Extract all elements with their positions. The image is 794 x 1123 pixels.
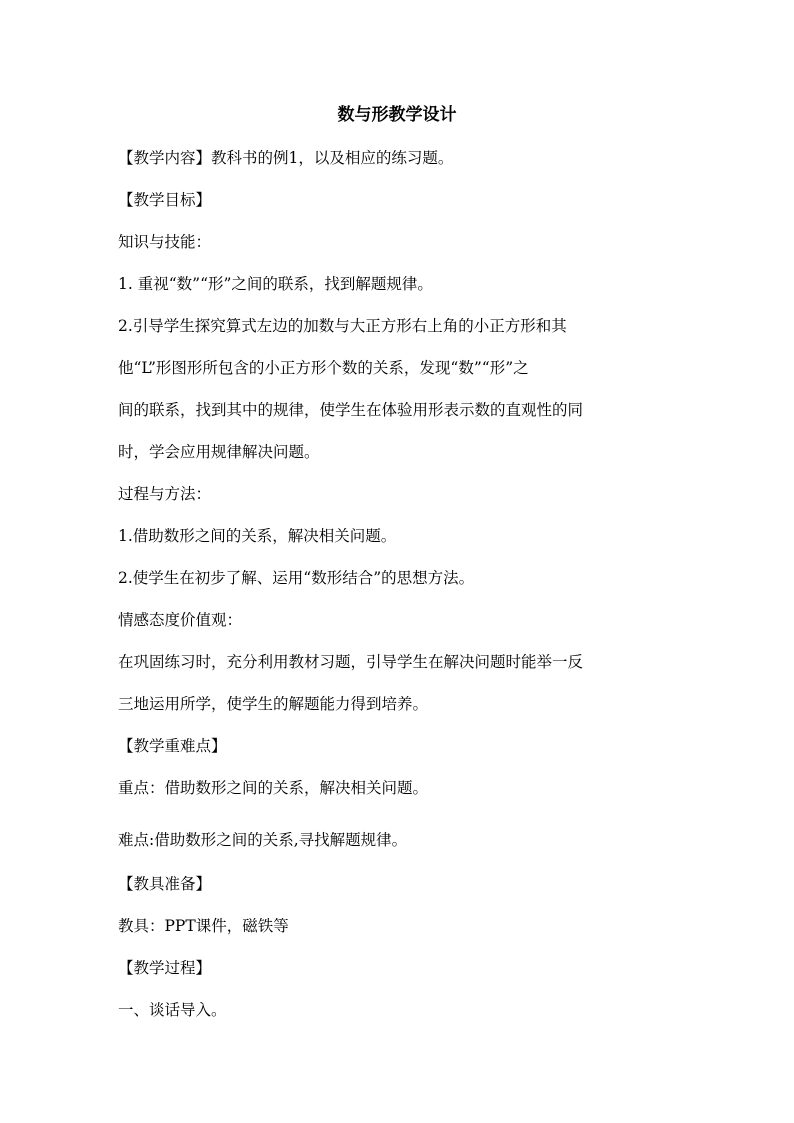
intro-step-line: 一、谈话导入。	[118, 1001, 227, 1019]
goal-item-2-line-1: 2.引导学生探究算式左边的加数与大正方形右上角的小正方形和其	[118, 317, 567, 335]
attitude-text-line-2: 三地运用所学，使学生的解题能力得到培养。	[118, 695, 429, 713]
teaching-content-line: 【教学内容】教科书的例1，以及相应的练习题。	[118, 149, 454, 167]
process-methods-heading: 过程与方法：	[118, 485, 212, 503]
goal-item-1: 1. 重视“数”“形”之间的联系，找到解题规律。	[118, 275, 433, 293]
key-point-line: 重点：借助数形之间的关系，解决相关问题。	[118, 779, 429, 797]
teaching-process-heading: 【教学过程】	[118, 959, 212, 977]
attitude-text-line-1: 在巩固练习时，充分利用教材习题，引导学生在解决问题时能举一反	[118, 653, 584, 671]
process-item-2: 2.使学生在初步了解、运用“数形结合”的思想方法。	[118, 569, 475, 587]
teaching-aids-heading: 【教具准备】	[118, 875, 212, 893]
difficult-point-line: 难点:借助数形之间的关系,寻找解题规律。	[118, 831, 408, 849]
attitude-values-heading: 情感态度价值观：	[118, 611, 243, 629]
document-title: 数与形教学设计	[337, 105, 457, 125]
knowledge-skills-heading: 知识与技能：	[118, 233, 212, 251]
teaching-goals-heading: 【教学目标】	[118, 191, 212, 209]
goal-item-2-line-4: 时，学会应用规律解决问题。	[118, 443, 320, 461]
goal-item-2-line-2: 他“L”形图形所包含的小正方形个数的关系，发现“数”“形”之	[118, 359, 529, 377]
process-item-1: 1.借助数形之间的关系，解决相关问题。	[118, 527, 397, 545]
goal-item-2-line-3: 间的联系，找到其中的规律，使学生在体验用形表示数的直观性的同	[118, 401, 584, 419]
teaching-aids-line: 教具：PPT课件，磁铁等	[118, 917, 289, 935]
key-difficult-heading: 【教学重难点】	[118, 737, 227, 755]
